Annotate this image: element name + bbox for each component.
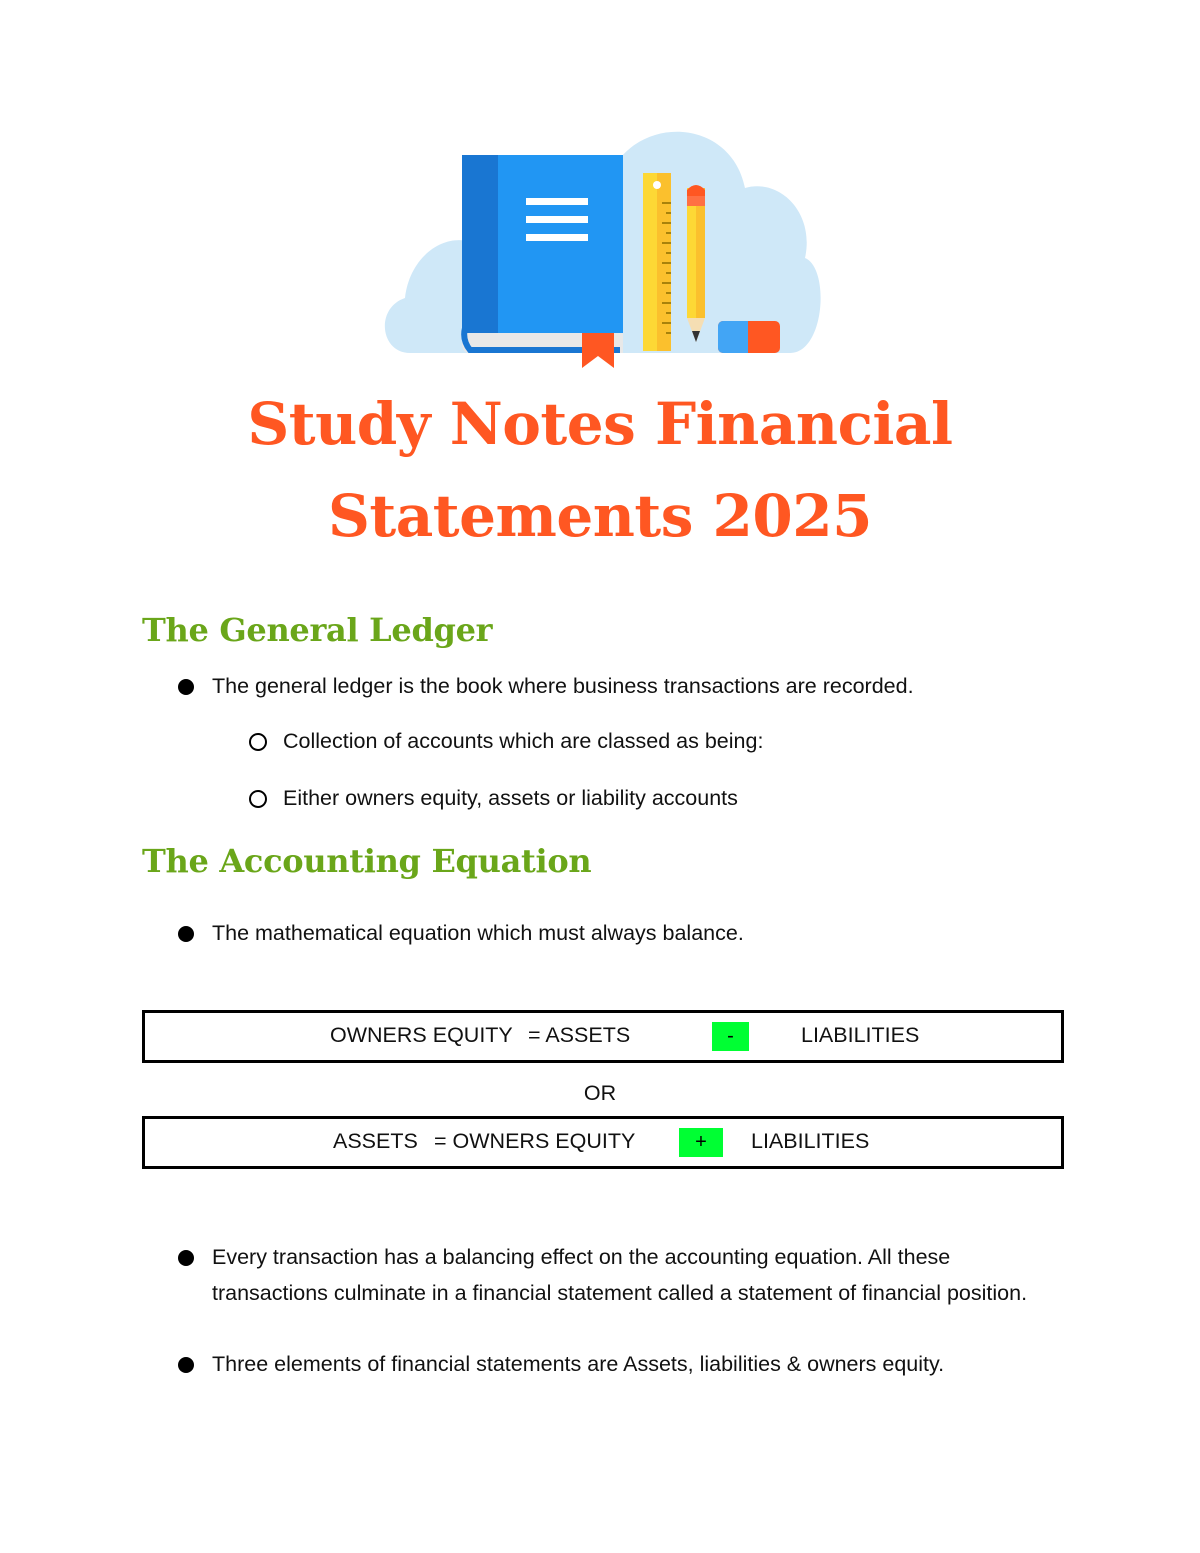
heading-general-ledger: The General Ledger <box>142 611 493 649</box>
title-line-1: Study Notes Financial <box>247 390 953 458</box>
bullet-three-elements: Three elements of financial statements are Assets, liabilities & owners equity. <box>212 1346 1052 1382</box>
equation1-operator: - <box>712 1022 749 1051</box>
pencil-icon <box>687 185 705 342</box>
equation1-equals: = ASSETS <box>528 1023 631 1047</box>
ruler-icon <box>643 173 671 351</box>
equation2-right: LIABILITIES <box>751 1129 870 1153</box>
bullet-ledger-definition: The general ledger is the book where business transactions are recorded. <box>212 668 1052 704</box>
equation2-left: ASSETS <box>333 1129 418 1153</box>
heading-accounting-equation: The Accounting Equation <box>142 842 592 880</box>
equation-box-1 <box>142 1010 1064 1063</box>
document-title <box>0 378 1200 562</box>
equation1-left: OWNERS EQUITY <box>330 1023 513 1047</box>
or-separator: OR <box>583 1081 617 1105</box>
bullet-balancing-effect: Every transaction has a balancing effect on the accounting equation. All these transactions culminate in a financial statement called a statement of financial position. <box>212 1239 1032 1311</box>
eraser-icon <box>718 321 780 353</box>
equation2-equals: = OWNERS EQUITY <box>434 1129 636 1153</box>
equation2-operator: + <box>679 1128 723 1157</box>
bookmark-icon <box>582 333 614 368</box>
bullet-equation-definition: The mathematical equation which must always balance. <box>212 915 1052 951</box>
study-illustration <box>370 118 830 380</box>
equation1-right: LIABILITIES <box>801 1023 920 1047</box>
title-line-2: Statements 2025 <box>328 482 872 550</box>
sub-item-collection: Collection of accounts which are classed as being: <box>283 723 1043 759</box>
equation-box-2 <box>142 1116 1064 1169</box>
book-icon <box>462 155 623 353</box>
sub-item-account-types: Either owners equity, assets or liability accounts <box>283 780 1043 816</box>
